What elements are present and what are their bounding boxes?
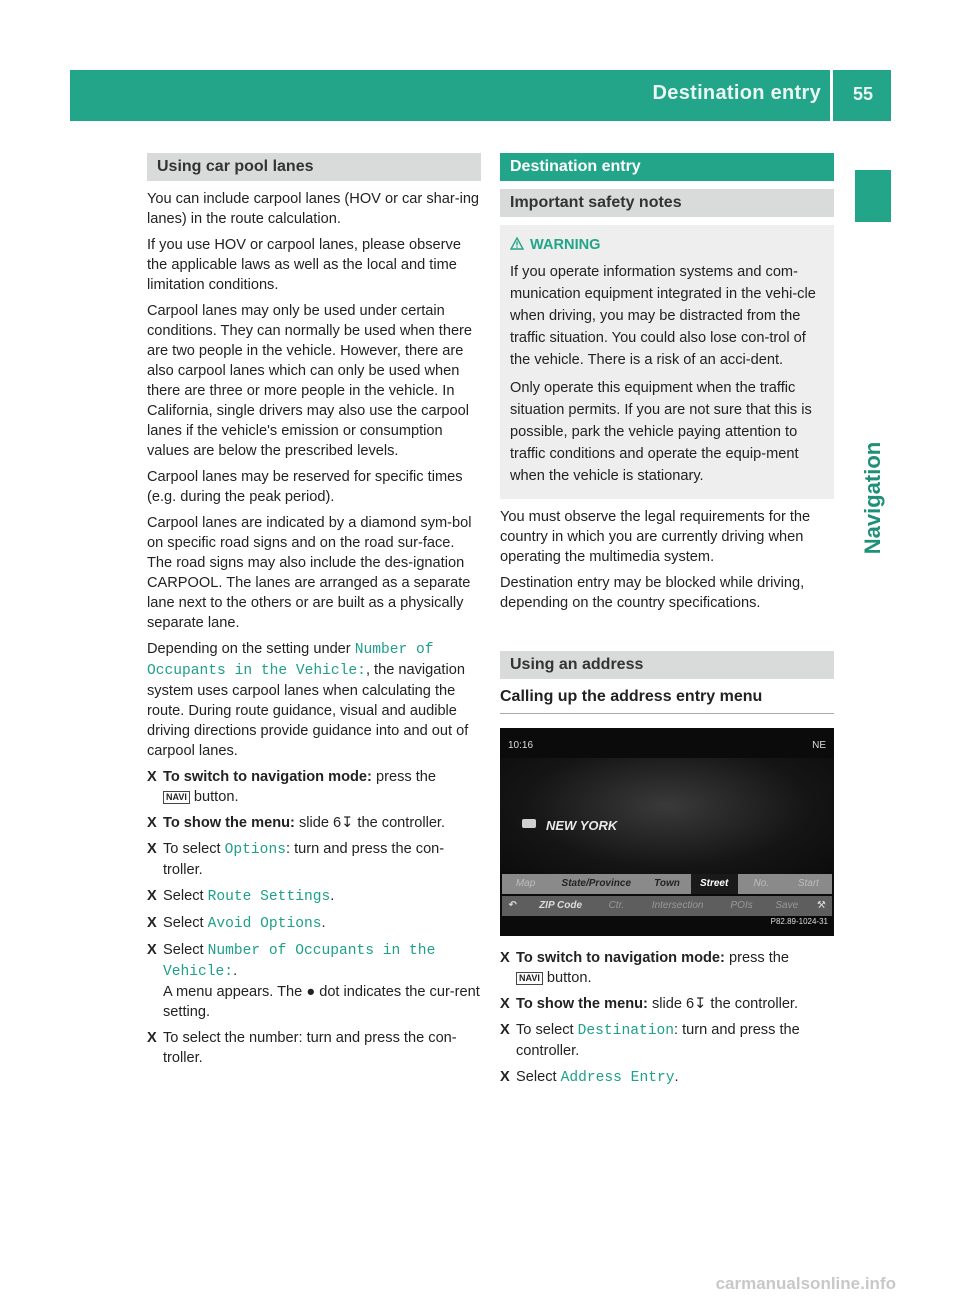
- text: slide: [647, 996, 687, 1012]
- step-bold: To switch to navigation mode:: [516, 950, 725, 966]
- step-bold: To show the menu:: [516, 996, 648, 1012]
- step-marker-icon: X: [147, 769, 157, 785]
- compass-indicator: NE: [812, 740, 826, 751]
- text: the controller.: [353, 815, 446, 831]
- warning-paragraph: If you operate information systems and com-munication equipment integrated in the vehi-cle when driving, you may be distracted from the traffic situation. You could also lose con-trol of the vehicle. There is a risk of an acci-dent.: [510, 264, 816, 368]
- page-header: [70, 70, 891, 121]
- menu-item-code: Address Entry: [560, 1070, 675, 1086]
- warning-paragraph: Only operate this equipment when the traffic situation permits. If you are not sure that this is possible, park the vehicle paying attention to traffic conditions and operate the equip-ment when the vehicle is stationary.: [510, 380, 812, 484]
- step-marker-icon: X: [147, 1030, 157, 1046]
- instruction-step: [147, 940, 481, 1022]
- screen-tab: POIs: [730, 900, 753, 911]
- screen-menu-row-1: [502, 874, 832, 894]
- warning-label: WARNING: [530, 237, 601, 253]
- step-marker-icon: X: [500, 950, 510, 966]
- paragraph: You must observe the legal requirements for the country in which you are currently driving when operating the multimedia system.: [500, 509, 811, 565]
- instruction-step: [147, 886, 481, 907]
- side-tab-marker: [855, 170, 891, 222]
- side-tab-label: Navigation: [860, 441, 885, 555]
- instruction-step: [147, 813, 481, 833]
- text: To select the number: turn and press the con-troller.: [163, 1030, 457, 1066]
- screen-tab: Map: [515, 878, 536, 889]
- text: button.: [542, 970, 592, 986]
- section-heading: Destination entry: [500, 153, 834, 181]
- screen-city: NEW YORK: [546, 818, 618, 833]
- heading-safety-notes: Important safety notes: [500, 189, 834, 217]
- text: Select: [516, 1069, 561, 1085]
- text: .: [321, 915, 326, 931]
- text: Select: [163, 915, 208, 931]
- text: , the navigation system uses carpool lanes when calculating the route. During route guidance, visual and audible driving directions provide guidance into and out of carpool lanes.: [147, 662, 469, 759]
- image-code: P82.89-1024-31: [770, 917, 828, 926]
- header-title: Destination entry: [652, 82, 821, 104]
- screen-time: 10:16: [508, 740, 534, 751]
- screen-tab: Town: [654, 878, 680, 889]
- screen-tab: No.: [753, 878, 770, 889]
- step-marker-icon: X: [500, 1069, 510, 1085]
- heading-car-pool-lanes: Using car pool lanes: [147, 153, 481, 181]
- instruction-step: [147, 767, 481, 807]
- text: To select: [516, 1022, 578, 1038]
- text: the controller.: [706, 996, 799, 1012]
- text: Select: [163, 942, 208, 958]
- instruction-step: [500, 1067, 834, 1088]
- text: Select: [163, 888, 208, 904]
- controller-slide-icon: 6↧: [333, 815, 354, 831]
- text: slide: [294, 815, 334, 831]
- screen-tab: State/Province: [561, 878, 632, 889]
- watermark: carmanualsonline.info: [715, 1274, 896, 1293]
- step-marker-icon: X: [147, 841, 157, 857]
- screen-tab: Save: [775, 900, 799, 911]
- page-number: 55: [852, 84, 873, 104]
- left-column: [147, 153, 481, 1074]
- instruction-step: [147, 1028, 481, 1068]
- warning-title: [510, 235, 824, 255]
- step-bold: To switch to navigation mode:: [163, 769, 372, 785]
- location-pin-icon: [522, 819, 536, 828]
- step-marker-icon: X: [147, 915, 157, 931]
- warning-box: [500, 225, 834, 499]
- instruction-step: [147, 913, 481, 934]
- menu-item-code: Destination: [577, 1023, 674, 1039]
- paragraph: Carpool lanes are indicated by a diamond sym-bol on specific road signs and on the road sur-face. The road signs may also include the des-ignation CARPOOL. The lanes are arranged as a separate lane next to the others or are built as a physically separate lane.: [147, 515, 472, 631]
- paragraph: Carpool lanes may only be used under certain conditions. They can normally be used when there are two people in the vehicle. However, there are also carpool lanes which can only be used when there are three or more people in the vehicle. In California, single drivers may also use the carpool lanes if the vehicle's emission or consumption values are below the prescribed levels.: [147, 303, 473, 459]
- paragraph: You can include carpool lanes (HOV or car shar-ing lanes) in the route calculation.: [147, 191, 480, 227]
- paragraph: If you use HOV or carpool lanes, please observe the applicable laws as well as the local and time limitation conditions.: [147, 237, 461, 293]
- warning-triangle-icon: [510, 237, 524, 250]
- screen-tab: Ctr.: [608, 900, 625, 911]
- heading-using-address: Using an address: [500, 651, 834, 679]
- paragraph: Carpool lanes may be reserved for specific times (e.g. during the peak period).: [147, 469, 463, 505]
- header-divider: [830, 70, 833, 121]
- screen-tab: ZIP Code: [539, 900, 583, 911]
- step-bold: To show the menu:: [163, 815, 295, 831]
- menu-item-code: Route Settings: [207, 889, 331, 905]
- screen-tab: Start: [797, 878, 819, 889]
- wrench-icon: ⚒: [816, 900, 826, 911]
- screen-tab: Intersection: [651, 900, 704, 911]
- step-marker-icon: X: [147, 888, 157, 904]
- text: : turn and press the con-troller.: [163, 841, 445, 878]
- step-marker-icon: X: [147, 942, 157, 958]
- right-column: [500, 153, 834, 1094]
- menu-item-code: Avoid Options: [207, 916, 322, 932]
- text: .: [330, 888, 335, 904]
- screen-tab-selected: Street: [691, 874, 738, 894]
- paragraph: [147, 639, 481, 761]
- instruction-step: [500, 994, 834, 1014]
- step-marker-icon: X: [147, 815, 157, 831]
- controller-slide-icon: 6↧: [686, 996, 707, 1012]
- subheading-address-menu: Calling up the address entry menu: [500, 687, 834, 714]
- text: button.: [189, 789, 239, 805]
- text: : turn and press the controller.: [516, 1022, 800, 1059]
- text: .: [674, 1069, 679, 1085]
- instruction-step: [147, 839, 481, 880]
- menu-item-code: Number of Occupants in the Vehicle:: [163, 943, 436, 980]
- paragraph: Destination entry may be blocked while driving, depending on the country specifications.: [500, 575, 805, 611]
- back-arrow-icon: ↶: [508, 900, 517, 911]
- instruction-step: [500, 1020, 834, 1061]
- menu-item-code: Number of Occupants in the Vehicle:: [147, 642, 434, 679]
- text: press the: [371, 769, 437, 785]
- navi-key-icon: NAVI: [163, 791, 190, 804]
- navigation-screen-image: [500, 728, 834, 936]
- step-marker-icon: X: [500, 996, 510, 1012]
- menu-item-code: Options: [224, 842, 286, 858]
- text: Depending on the setting under: [147, 641, 355, 657]
- instruction-step: [500, 948, 834, 988]
- text: .: [233, 963, 238, 979]
- text: press the: [724, 950, 790, 966]
- navi-key-icon: NAVI: [516, 972, 543, 985]
- text: A menu appears. The ● dot indicates the cur-rent setting.: [163, 984, 480, 1020]
- step-marker-icon: X: [500, 1022, 510, 1038]
- text: To select: [163, 841, 225, 857]
